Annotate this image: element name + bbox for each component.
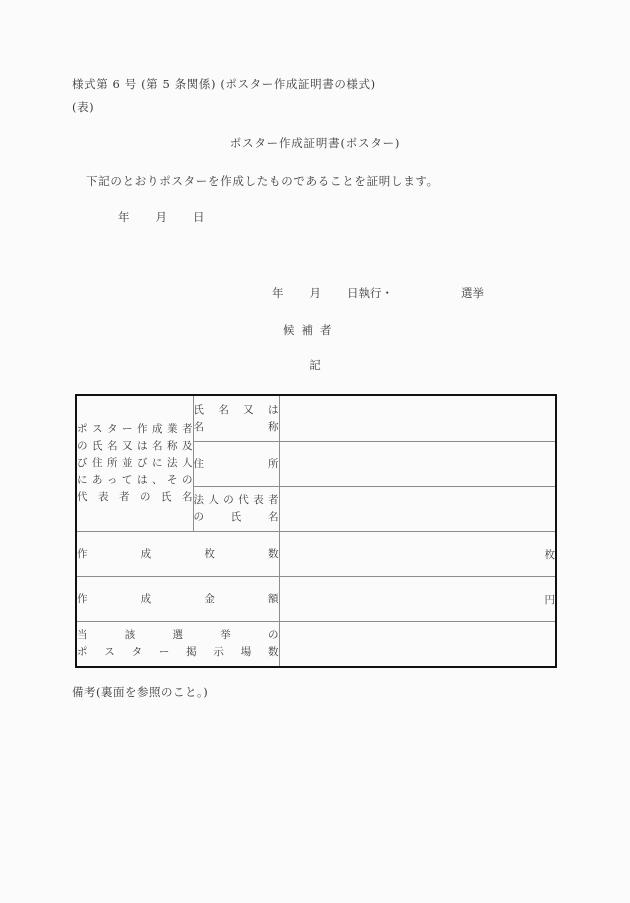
issue-date-day-label: 日 [193,210,205,224]
election-day-exec-label: 日執行・ [347,286,393,300]
address-value-cell[interactable] [279,442,556,487]
form-number-line: 様式第 6 号 (第 5 条関係) (ポスター作成証明書の様式) [72,77,376,91]
amount-label-cell: 作成金額 [76,577,279,622]
producer-label-line-1: ポスター作成業者 [77,423,193,435]
name-sublabel-line-1: 氏名又は [193,403,279,416]
poster-board-label-line-2: ポスター掲示場数 [77,646,279,658]
poster-board-label-cell [76,622,279,668]
table-row [76,577,556,622]
certification-statement: 下記のとおりポスターを作成したものであることを証明します。 [86,174,439,188]
representative-value-cell[interactable] [279,487,556,532]
candidate-label: 候補者 [283,323,339,337]
address-sublabel-cell [193,442,279,487]
issue-date-year-label: 年 [118,210,130,224]
producer-block-label-cell [76,395,193,532]
poster-board-label-line-1: 当該選挙の [77,629,279,641]
quantity-label-cell: 作成枚数 [76,532,279,577]
election-name-label: 選挙 [461,286,484,300]
poster-certificate-table [75,394,557,668]
document-title: ポスター作成証明書(ポスター) [229,136,401,150]
ki-mark: 記 [309,358,321,372]
quantity-unit-cell[interactable]: 枚 [279,532,556,577]
representative-sublabel-line-2: の 氏 名 [193,511,279,523]
table-row [76,395,556,442]
table-row [76,622,556,668]
issue-date-line [118,209,205,225]
producer-label-line-3: び住所並びに法人 [77,457,193,469]
representative-sublabel-line-1: 法人の代表者 [193,494,279,506]
election-month-label: 月 [309,286,321,300]
producer-label-line-2: の氏名又は名称及 [77,440,193,452]
name-sublabel-cell [193,395,279,442]
name-sublabel-line-2: 名 称 [193,420,279,433]
name-value-cell[interactable] [279,395,556,442]
election-year-label: 年 [272,286,284,300]
poster-board-value-cell[interactable] [279,622,556,668]
producer-label-line-5: 代表者の氏名 [77,491,193,503]
address-sublabel-line-1: 住 所 [193,457,279,470]
table-row [76,532,556,577]
amount-unit-cell[interactable]: 円 [279,577,556,622]
producer-label-line-4: にあっては、その [77,474,193,486]
election-date-line [272,285,484,301]
representative-sublabel-cell [193,487,279,532]
form-side-label: (表) [72,100,95,114]
issue-date-month-label: 月 [155,210,167,224]
footnote: 備考(裏面を参照のこと。) [72,685,209,699]
